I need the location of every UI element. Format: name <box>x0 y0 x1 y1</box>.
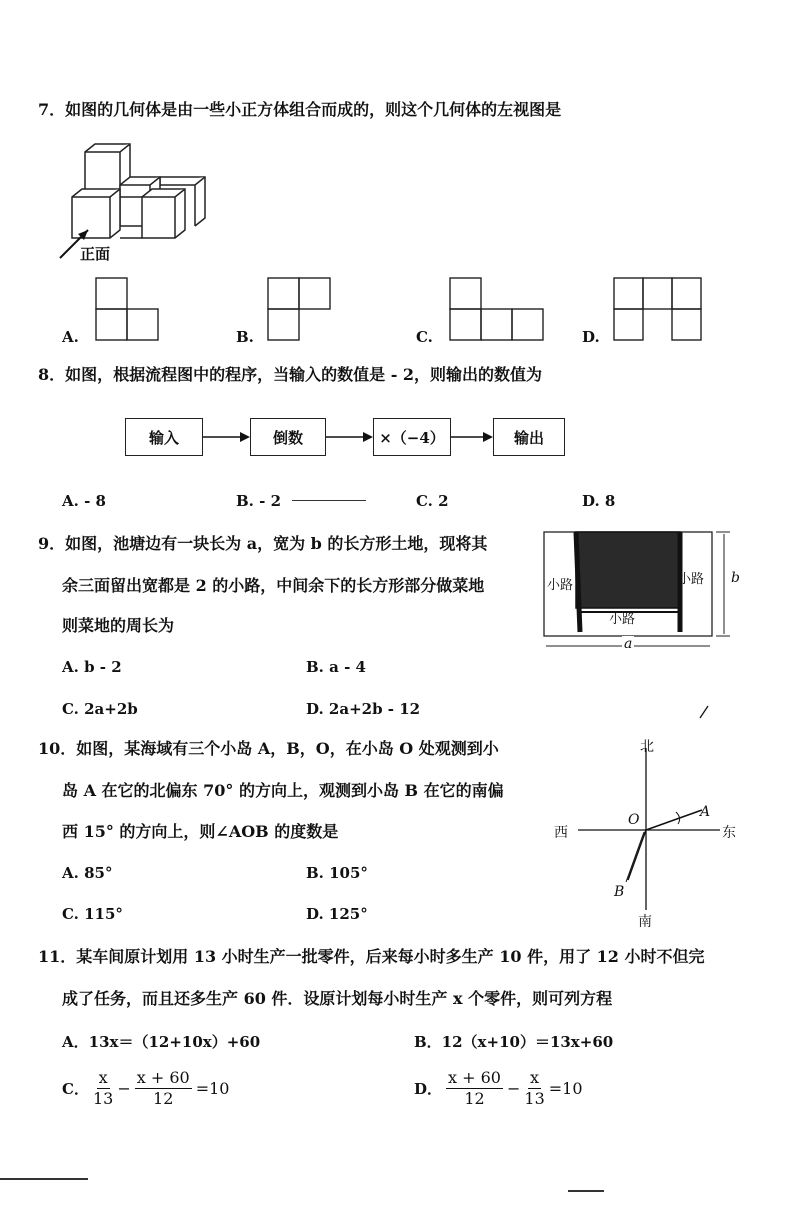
q9-option-c[interactable]: C. 2a+2b <box>62 700 138 718</box>
denominator: 12 <box>464 1089 485 1108</box>
denominator: 13 <box>524 1089 545 1108</box>
road-bottom-label: 小路 <box>609 612 636 627</box>
flow-input-box: 输入 <box>125 418 203 456</box>
q7-front-label: 正面 <box>80 245 111 263</box>
numerator: x + 60 <box>136 1068 190 1087</box>
q8-option-d[interactable]: D. 8 <box>582 492 616 510</box>
fraction <box>524 1068 544 1109</box>
q10-line3: 西 15° 的方向上，则∠AOB 的度数是 <box>62 822 339 841</box>
q11-option-c[interactable] <box>62 1068 229 1109</box>
q9-line2: 余三面留出宽都是 2 的小路，中间余下的长方形部分做菜地 <box>62 576 485 595</box>
q11-option-d[interactable] <box>414 1068 583 1109</box>
fraction <box>446 1068 503 1109</box>
numerator: x + 60 <box>448 1068 501 1087</box>
q9-land-figure <box>540 528 740 658</box>
rhs: =10 <box>195 1079 230 1098</box>
footer-mark <box>568 1190 604 1198</box>
q11-line1: 11．某车间原计划用 13 小时生产一批零件，后来每小时多生产 10 件，用了 12 小时不但完 <box>38 947 705 966</box>
flow-reciprocal-box: 倒数 <box>250 418 326 456</box>
denominator: 13 <box>92 1089 114 1108</box>
q10-option-b[interactable]: B. 105° <box>306 864 368 882</box>
footer-rule <box>0 1178 88 1180</box>
length-b-label: b <box>731 570 740 586</box>
q9-line1: 9．如图，池塘边有一块长为 a，宽为 b 的长方形土地，现将其 <box>38 534 488 553</box>
q8-stem: 8．如图，根据流程图中的程序，当输入的数值是 - 2，则输出的数值为 <box>38 365 543 384</box>
q9-option-d[interactable]: D. 2a+2b - 12 <box>306 700 421 718</box>
numerator: x <box>530 1068 540 1087</box>
numerator: x <box>98 1068 108 1087</box>
flow-multiply-box: ×（−4） <box>373 418 451 456</box>
west-label: 西 <box>554 825 568 841</box>
east-label: 东 <box>722 825 736 841</box>
fraction <box>135 1068 192 1109</box>
q10-line2: 岛 A 在它的北偏东 70° 的方向上，观测到小岛 B 在它的南偏 <box>62 781 504 800</box>
q11-option-d-label: D． <box>414 1080 443 1098</box>
q11-option-c-label: C． <box>62 1080 89 1098</box>
denominator: 12 <box>153 1089 174 1108</box>
q8-option-b[interactable]: B. - 2 <box>236 492 282 510</box>
road-left-label: 小路 <box>547 578 574 593</box>
north-label: 北 <box>640 739 654 755</box>
length-a-label: a <box>624 636 633 652</box>
q9-line3: 则菜地的周长为 <box>62 616 175 635</box>
road-right-label: 小路 <box>678 572 705 587</box>
south-label: 南 <box>638 914 652 930</box>
point-a-label: A <box>700 804 711 820</box>
q10-line1: 10．如图，某海域有三个小岛 A，B，O，在小岛 O 处观测到小 <box>38 739 499 758</box>
q7-option-a-label[interactable]: A. <box>62 328 79 346</box>
q11-line2: 成了任务，而且还多生产 60 件．设原计划每小时生产 x 个零件，则可列方程 <box>62 989 613 1008</box>
point-b-label: B <box>614 884 625 900</box>
q9-option-b[interactable]: B. a - 4 <box>306 658 366 676</box>
minus-sign: − <box>506 1079 521 1098</box>
q11-option-b[interactable]: B．12（x+10）＝13x+60 <box>414 1033 614 1051</box>
q10-option-c[interactable]: C. 115° <box>62 905 123 923</box>
q8-option-a[interactable]: A. - 8 <box>62 492 106 510</box>
flow-arrows <box>0 0 794 500</box>
rhs: =10 <box>548 1079 583 1098</box>
q7-option-b-label[interactable]: B. <box>236 328 254 346</box>
scribble-line <box>292 500 366 501</box>
q10-option-a[interactable]: A. 85° <box>62 864 113 882</box>
fraction <box>93 1068 113 1109</box>
q7-option-d-label[interactable]: D. <box>582 328 600 346</box>
q7-option-c-label[interactable]: C. <box>416 328 433 346</box>
q8-option-c[interactable]: C. 2 <box>416 492 449 510</box>
point-o-label: O <box>628 812 640 828</box>
q10-compass-figure <box>570 740 740 920</box>
q9-option-a[interactable]: A. b - 2 <box>62 658 122 676</box>
minus-sign: − <box>117 1079 131 1098</box>
q11-option-a[interactable]: A．13x＝（12+10x）+60 <box>62 1033 261 1051</box>
flow-output-box: 输出 <box>493 418 565 456</box>
q10-option-d[interactable]: D. 125° <box>306 905 368 923</box>
q7-stem: 7．如图的几何体是由一些小正方体组合而成的，则这个几何体的左视图是 <box>38 100 562 119</box>
